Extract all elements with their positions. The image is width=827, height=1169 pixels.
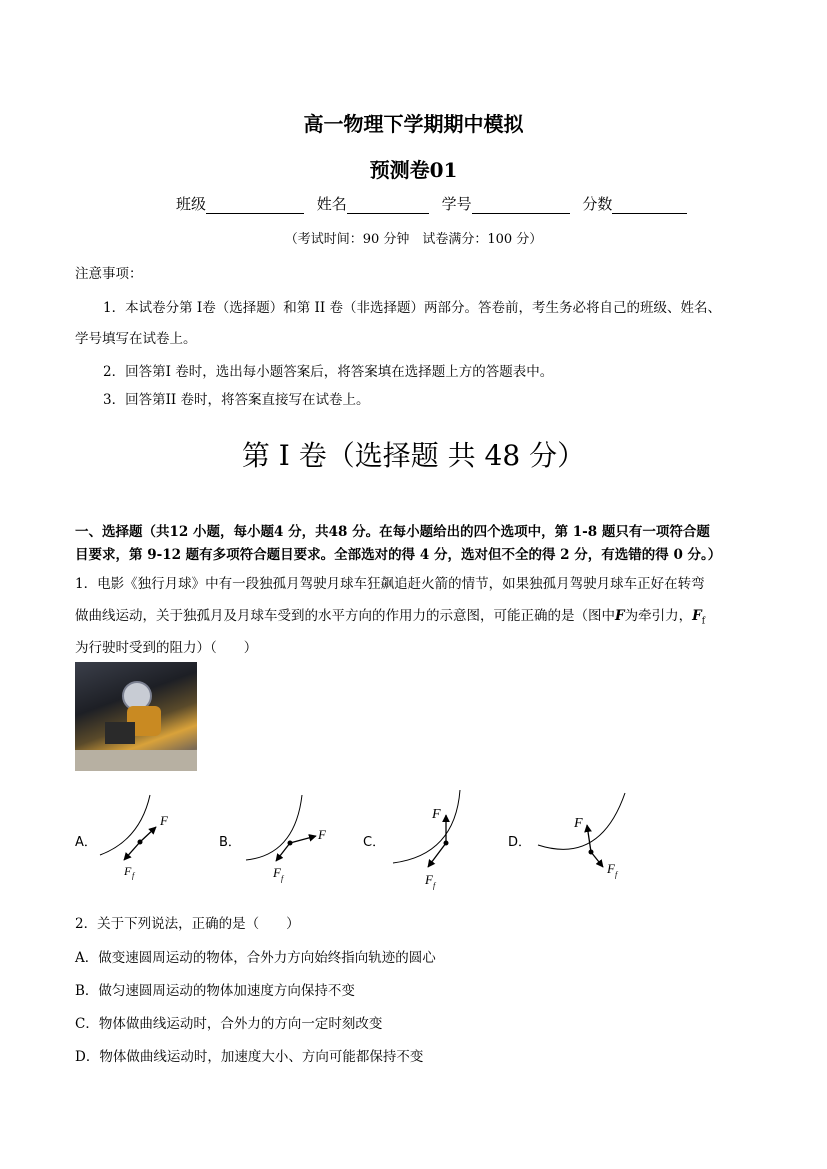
option-b-drag-sub: f <box>281 874 284 883</box>
q1-symbol-f: F <box>615 608 625 624</box>
notice-item-1-line-2: 学号填写在试卷上。 <box>75 331 197 347</box>
section-desc-line-1: 一、选择题（共12 小题，每小题4 分，共48 分。在每小题给出的四个选项中，第 1-8 题只有一项符合题 <box>75 524 710 540</box>
option-c-drag-label: F <box>425 872 433 887</box>
option-a-curve <box>100 795 150 855</box>
option-b-diagram <box>246 795 327 883</box>
q1-stem-line-3: 为行驶时受到的阻力）（ ） <box>75 640 258 656</box>
q1-line2-mid: 为牵引力， <box>624 608 693 624</box>
q1-option-b-label[interactable]: B． <box>219 835 241 850</box>
option-c-drag-arrow <box>428 843 446 867</box>
q1-line2-pre: 做曲线运动，关于独孤月及月球车受到的水平方向的作用力的示意图，可能正确的是（图中 <box>75 608 615 624</box>
exam-info: （考试时间：90 分钟 试卷满分：100 分） <box>284 232 543 247</box>
notice-item-3: 3．回答第II 卷时，将答案直接写在试卷上。 <box>103 392 370 408</box>
astronaut-picture <box>75 662 197 771</box>
option-a-force-arrow <box>140 827 156 842</box>
info-fields <box>176 193 695 214</box>
q2-stem: 2．关于下列说法，正确的是（ ） <box>75 916 300 932</box>
option-d-drag-arrow <box>591 852 603 867</box>
option-a-force-label: F <box>160 813 168 828</box>
movie-still-image <box>75 662 197 771</box>
q1-symbol-ff: F <box>692 608 702 624</box>
option-d-drag-label: F <box>607 861 615 876</box>
option-b-force-arrow <box>290 836 316 843</box>
q1-symbol-ff-sub: f <box>701 616 706 627</box>
field-label-class: 班级 <box>176 195 207 213</box>
q2-option-b[interactable]: B．做匀速圆周运动的物体加速度方向保持不变 <box>75 983 355 999</box>
field-blank-number[interactable] <box>472 198 570 214</box>
option-b-drag-label: F <box>273 865 281 880</box>
option-a-drag-label: F <box>124 864 132 878</box>
option-a-drag-sub: f <box>132 871 135 880</box>
option-c-drag-sub: f <box>433 881 436 890</box>
option-d-drag-sub: f <box>615 870 618 879</box>
option-b-curve <box>246 795 302 860</box>
q2-option-a[interactable]: A．做变速圆周运动的物体，合外力方向始终指向轨迹的圆心 <box>75 950 436 966</box>
option-d-diagram <box>538 793 625 879</box>
page-title: 高一物理下学期期中模拟 <box>303 112 524 136</box>
field-label-name: 姓名 <box>316 195 347 213</box>
option-c-curve <box>393 790 460 863</box>
section-title: 第 I 卷（选择题 共 48 分） <box>241 439 586 472</box>
field-label-number: 学号 <box>441 195 472 213</box>
option-b-force-label: F <box>318 827 326 842</box>
option-b-drag-arrow <box>276 843 290 861</box>
option-a-diagram <box>100 795 169 880</box>
field-label-score: 分数 <box>582 195 613 213</box>
option-d-force-label: F <box>574 816 583 831</box>
q1-stem-line-1: 1．电影《独行月球》中有一段独孤月驾驶月球车狂飙追赶火箭的情节，如果独孤月驾驶月球车正好在转弯 <box>75 576 705 592</box>
q1-option-diagrams <box>0 785 827 900</box>
q2-option-c[interactable]: C．物体做曲线运动时，合外力的方向一定时刻改变 <box>75 1016 383 1032</box>
q1-option-d-label[interactable]: D． <box>508 835 532 850</box>
notice-item-1-line-1: 1．本试卷分第 I卷（选择题）和第 II 卷（非选择题）两部分。答卷前，考生务必将自己的班级、姓名、 <box>103 300 721 316</box>
q1-stem-line-2 <box>75 604 705 627</box>
option-a-drag-arrow <box>124 842 140 860</box>
page-subtitle: 预测卷01 <box>369 158 458 182</box>
q2-option-d[interactable]: D．物体做曲线运动时，加速度大小、方向可能都保持不变 <box>75 1049 424 1065</box>
q1-option-a-label[interactable]: A． <box>75 835 97 850</box>
notice-heading: 注意事项： <box>75 266 143 282</box>
section-desc-line-2: 目要求，第 9-12 题有多项符合题目要求。全部选对的得 4 分，选对但不全的得 2 分，有选错的得 0 分。） <box>75 547 722 563</box>
option-c-force-label: F <box>432 807 441 822</box>
field-blank-class[interactable] <box>206 198 304 214</box>
notice-item-2: 2．回答第I 卷时，选出每小题答案后，将答案填在选择题上方的答题表中。 <box>103 364 554 380</box>
field-blank-score[interactable] <box>612 198 687 214</box>
field-blank-name[interactable] <box>347 198 429 214</box>
option-d-force-arrow <box>587 825 591 852</box>
q1-option-c-label[interactable]: C． <box>363 835 386 850</box>
option-c-diagram <box>393 790 460 890</box>
